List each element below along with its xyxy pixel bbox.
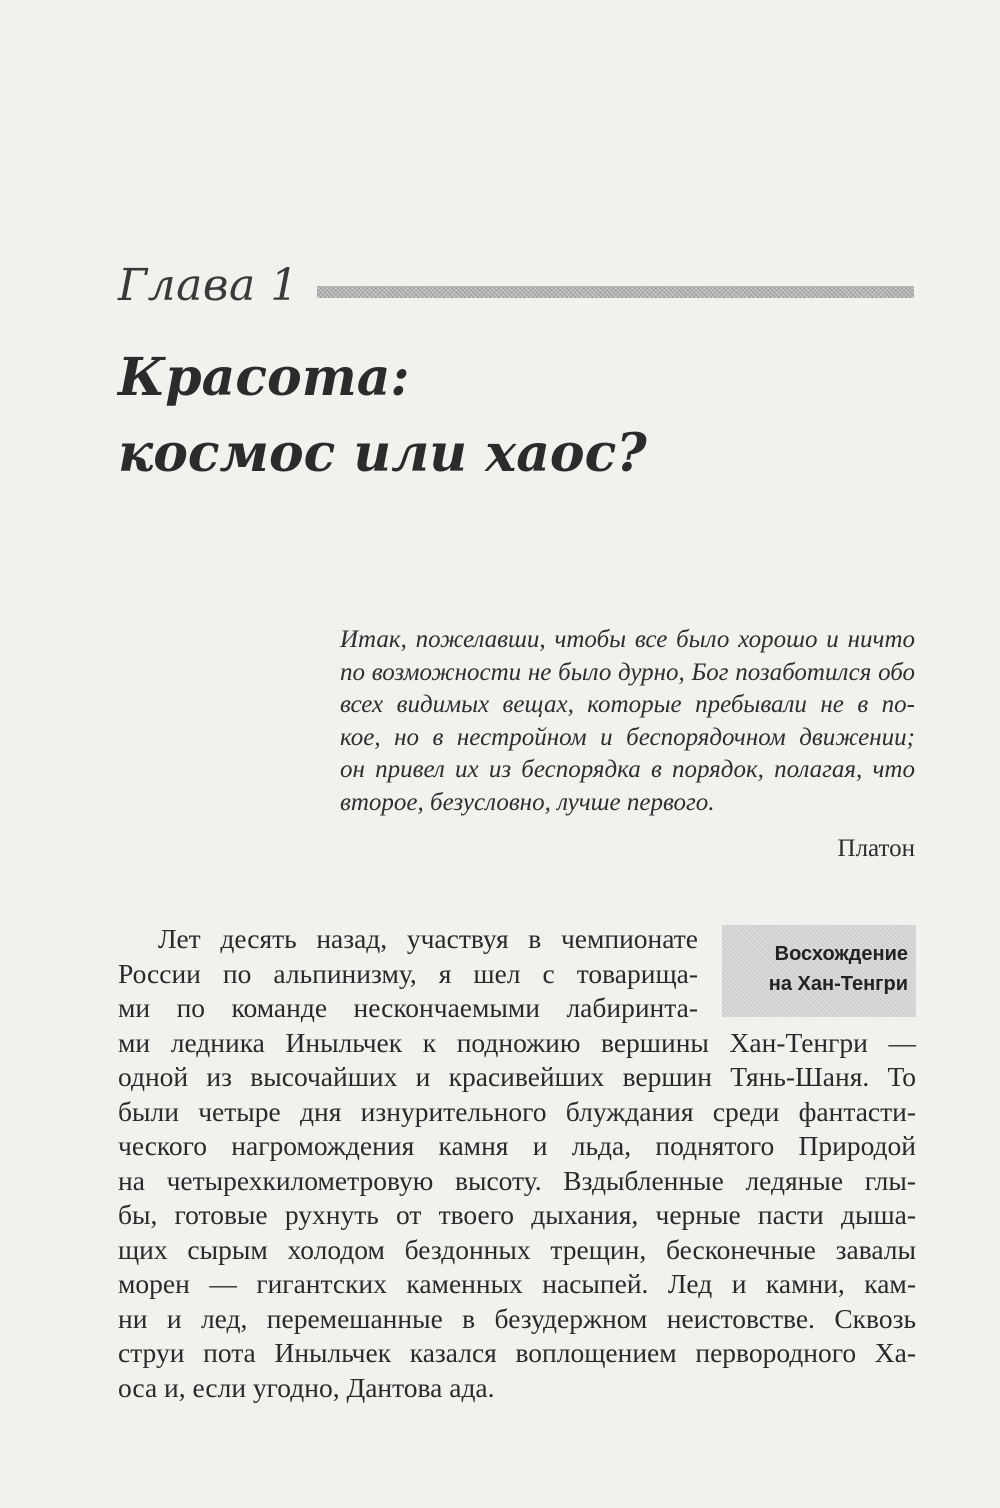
- body-line: были четыре дня изнурительного блуждания среди фантасти-: [118, 1095, 916, 1127]
- margin-note-line: Восхождение: [774, 943, 908, 965]
- chapter-label: Глава 1: [118, 259, 299, 311]
- body-line: Лет десять назад, участвуя в чемпионате: [158, 923, 698, 954]
- chapter-rule: [317, 286, 914, 298]
- body-line: ни и лед, перемешанные в безудержном неистовстве. Сквозь: [118, 1302, 916, 1334]
- epigraph-line: второе, безусловно, лучше первого.: [340, 788, 715, 816]
- body-line: струи пота Иныльчек казался воплощением первородного Ха-: [118, 1337, 916, 1368]
- body-line: ческого нагромождения камня и льда, поднятого Природой: [118, 1130, 916, 1161]
- epigraph-line: всех видимых вещах, которые пребывали не в по-: [340, 691, 915, 718]
- body-line: одной из высочайших и красивейших вершин Тянь-Шаня. То: [118, 1061, 916, 1092]
- chapter-header: [118, 250, 914, 320]
- body-line: оса и, если угодно, Дантова ада.: [118, 1371, 495, 1403]
- chapter-title-line: космос или хаос?: [118, 423, 647, 484]
- margin-note-line: на Хан-Тенгри: [768, 973, 908, 995]
- body-line: России по альпинизму, я шел с товарища-: [118, 957, 698, 989]
- epigraph-line: по возможности не было дурно, Бог позаботился обо: [340, 658, 915, 686]
- epigraph: [340, 624, 915, 863]
- epigraph-author: Платон: [837, 835, 915, 862]
- body-line: морен — гигантских каменных насыпей. Лед и камни, кам-: [118, 1268, 916, 1299]
- epigraph-line: кое, но в нестройном и беспорядочном движении;: [340, 723, 915, 751]
- epigraph-line: он привел их из беспорядка в порядок, полагая, что: [340, 756, 915, 783]
- body-line: на четырехкилометровую высоту. Вздыбленные ледяные глы-: [118, 1164, 916, 1196]
- body-line: ми ледника Иныльчек к подножию вершины Хан-Тенгри —: [118, 1026, 916, 1058]
- body-paragraph: [118, 922, 916, 1405]
- body-line: бы, готовые рухнуть от твоего дыхания, черные пасти дыша-: [118, 1199, 916, 1230]
- epigraph-line: Итак, пожелавши, чтобы все было хорошо и ничто: [340, 626, 915, 653]
- chapter-title: [118, 340, 918, 492]
- body-line: щих сырым холодом бездонных трещин, бесконечные завалы: [118, 1233, 916, 1265]
- chapter-title-line: Красота:: [118, 347, 410, 408]
- body-line: ми по команде нескончаемыми лабиринта-: [118, 992, 698, 1023]
